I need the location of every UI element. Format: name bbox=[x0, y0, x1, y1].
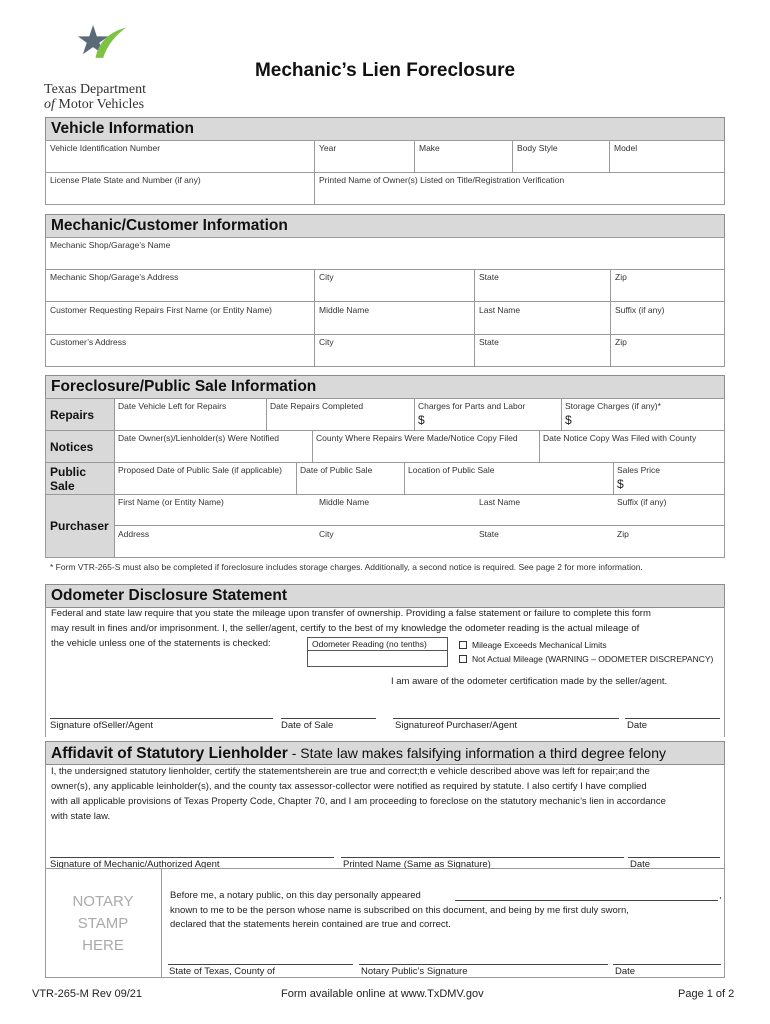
seller-signature-label: Signature ofSeller/Agent bbox=[50, 720, 153, 731]
customer-suffix-field[interactable]: Suffix (if any) bbox=[615, 305, 665, 315]
owner-names-field[interactable]: Printed Name of Owner(s) Listed on Title/Registration Verification bbox=[319, 175, 565, 185]
proposed-sale-date-field[interactable]: Proposed Date of Public Sale (if applicable) bbox=[118, 465, 282, 475]
notary-divider bbox=[162, 868, 725, 869]
customer-first-name-field[interactable]: Customer Requesting Repairs First Name (or Entity Name) bbox=[50, 305, 273, 315]
odometer-line1: Federal and state law require that you state the mileage upon transfer of ownership. Providing a false statement or failure to complete this form bbox=[51, 608, 651, 619]
purchaser-signature-line[interactable] bbox=[393, 718, 619, 719]
affidavit-date-line[interactable] bbox=[628, 857, 720, 858]
notary-stamp-line1: NOTARY bbox=[72, 892, 134, 910]
notary-known-text: known to me to be the person whose name is subscribed on this document, and being by me first duly sworn, bbox=[170, 905, 629, 916]
notary-date-line[interactable] bbox=[613, 964, 721, 965]
date-notice-filed-field[interactable]: Date Notice Copy Was Filed with County bbox=[543, 433, 697, 443]
agency-of: of bbox=[44, 97, 55, 112]
purchaser-date-label: Date bbox=[627, 720, 648, 731]
purchaser-first-name-field[interactable]: First Name (or Entity Name) bbox=[118, 497, 224, 507]
sale-location-field[interactable]: Location of Public Sale bbox=[408, 465, 495, 475]
odometer-line2: may result in fines and/or imprisonment. I, the seller/agent, certify to the best of my knowledge the odometer reading is the actual mileage of bbox=[51, 623, 640, 634]
make-field[interactable]: Make bbox=[419, 143, 440, 153]
date-completed-field[interactable]: Date Repairs Completed bbox=[270, 401, 364, 411]
storage-dollar: $ bbox=[565, 413, 572, 427]
notary-appeared-text: Before me, a notary public, on this day personally appeared bbox=[170, 890, 421, 901]
affidavit-title-bold: Affidavit of Statutory Lienholder bbox=[51, 745, 288, 762]
agency-line2: Motor Vehicles bbox=[58, 97, 145, 112]
plate-field[interactable]: License Plate State and Number (if any) bbox=[50, 175, 201, 185]
form-id: VTR-265-M Rev 09/21 bbox=[32, 988, 143, 1000]
body-style-field[interactable]: Body Style bbox=[517, 143, 558, 153]
shop-zip-field[interactable]: Zip bbox=[615, 272, 627, 282]
checkbox-icon[interactable] bbox=[459, 641, 467, 649]
appeared-name-line[interactable] bbox=[455, 900, 718, 901]
printed-name-line[interactable] bbox=[341, 857, 624, 858]
vehicle-grid bbox=[45, 140, 725, 205]
mileage-exceeds-checkbox[interactable] bbox=[459, 640, 607, 650]
notary-comma: , bbox=[719, 890, 722, 901]
page-number: Page 1 of 2 bbox=[678, 988, 735, 1000]
state-county-label: State of Texas, County of bbox=[169, 966, 275, 977]
agency-name bbox=[44, 82, 146, 112]
printed-name-label: Printed Name (Same as Signature) bbox=[343, 859, 491, 870]
purchaser-signature-label: Signatureof Purchaser/Agent bbox=[395, 720, 517, 731]
date-of-sale-line[interactable] bbox=[281, 718, 376, 719]
purchaser-last-name-field[interactable]: Last Name bbox=[479, 497, 521, 507]
notary-signature-label: Notary Public’s Signature bbox=[361, 966, 468, 977]
public-sale-row-head: Public Sale bbox=[46, 462, 114, 494]
date-left-field[interactable]: Date Vehicle Left for Repairs bbox=[118, 401, 227, 411]
shop-state-field[interactable]: State bbox=[479, 272, 499, 282]
odometer-line3: the vehicle unless one of the statements is checked: bbox=[51, 638, 271, 649]
affidavit-section-title bbox=[45, 741, 725, 765]
affidavit-text bbox=[51, 764, 721, 824]
county-line[interactable] bbox=[168, 964, 353, 965]
storage-charges-field[interactable]: Storage Charges (if any)* bbox=[565, 401, 661, 411]
online-availability: Form available online at www.TxDMV.gov bbox=[281, 988, 484, 1000]
date-notified-field[interactable]: Date Owner(s)/Lienholder(s) Were Notified bbox=[118, 433, 279, 443]
sales-price-dollar: $ bbox=[617, 477, 624, 491]
county-repairs-field[interactable]: County Where Repairs Were Made/Notice Copy Filed bbox=[316, 433, 518, 443]
mechanic-section-title: Mechanic/Customer Information bbox=[45, 214, 725, 238]
notary-signature-line[interactable] bbox=[359, 964, 608, 965]
sales-price-field[interactable]: Sales Price bbox=[617, 465, 660, 475]
customer-address-field[interactable]: Customer’s Address bbox=[50, 337, 127, 347]
purchaser-address-field[interactable]: Address bbox=[118, 529, 150, 539]
foreclosure-section-title: Foreclosure/Public Sale Information bbox=[45, 375, 725, 399]
affidavit-line4: with state law. bbox=[51, 811, 111, 822]
not-actual-mileage-checkbox[interactable] bbox=[459, 654, 713, 664]
purchaser-city-field[interactable]: City bbox=[319, 529, 334, 539]
vin-field[interactable]: Vehicle Identification Number bbox=[50, 143, 161, 153]
not-actual-mileage-label: Not Actual Mileage (WARNING – ODOMETER DISCREPANCY) bbox=[472, 654, 714, 664]
mileage-exceeds-label: Mileage Exceeds Mechanical Limits bbox=[472, 640, 607, 650]
affidavit-line2: owner(s), any applicable leinholder(s), and the county tax assessor-collector were notified as required by statute. I also certify I have complied bbox=[51, 781, 647, 792]
storage-footnote: * Form VTR-265-S must also be completed if foreclosure includes storage charges. Additionally, a second notice is required. See page 2 for more information. bbox=[50, 562, 643, 572]
charges-parts-field[interactable]: Charges for Parts and Labor bbox=[418, 401, 526, 411]
notary-stamp-line2: STAMP bbox=[77, 914, 129, 932]
affidavit-line1: I, the undersigned statutory lienholder, certify the statementsherein are true and correct;th e vehicle described above was left for repair;and the bbox=[51, 766, 650, 777]
agency-line1: Texas Department bbox=[44, 82, 147, 97]
shop-address-field[interactable]: Mechanic Shop/Garage’s Address bbox=[50, 272, 179, 282]
purchaser-row-head: Purchaser bbox=[46, 494, 114, 557]
purchaser-date-line[interactable] bbox=[625, 718, 720, 719]
mechanic-signature-line[interactable] bbox=[50, 857, 334, 858]
affidavit-title-rest: - State law makes falsifying information a third degree felony bbox=[287, 745, 666, 761]
foreclosure-grid bbox=[45, 398, 725, 558]
purchaser-suffix-field[interactable]: Suffix (if any) bbox=[617, 497, 667, 507]
odometer-section-title: Odometer Disclosure Statement bbox=[45, 584, 725, 608]
logo-swoosh-icon bbox=[96, 28, 126, 58]
year-field[interactable]: Year bbox=[319, 143, 337, 153]
shop-city-field[interactable]: City bbox=[319, 272, 334, 282]
odometer-reading-input[interactable]: Odometer Reading (no tenths) bbox=[307, 637, 448, 651]
date-of-sale-label: Date of Sale bbox=[281, 720, 334, 731]
purchaser-zip-field[interactable]: Zip bbox=[617, 529, 629, 539]
notary-stamp-area bbox=[45, 868, 162, 978]
customer-middle-name-field[interactable]: Middle Name bbox=[319, 305, 370, 315]
odometer-aware-text: I am aware of the odometer certification made by the seller/agent. bbox=[391, 676, 668, 687]
odometer-reading-value[interactable] bbox=[307, 651, 448, 667]
customer-state-field[interactable]: State bbox=[479, 337, 499, 347]
affidavit-line3: with all applicable provisions of Texas Property Code, Chapter 70, and I am proceeding to foreclose on the statutory mechanic’s lien in accordance bbox=[51, 796, 666, 807]
vehicle-section-title: Vehicle Information bbox=[45, 117, 725, 141]
repairs-row-head: Repairs bbox=[46, 399, 114, 430]
notary-stamp-line3: HERE bbox=[82, 936, 124, 954]
notices-row-head: Notices bbox=[46, 430, 114, 462]
mechanic-grid bbox=[45, 237, 725, 367]
notary-declared-text: declared that the statements herein contained are true and correct. bbox=[170, 919, 451, 930]
affidavit-date-label: Date bbox=[630, 859, 651, 870]
purchaser-state-field[interactable]: State bbox=[479, 529, 499, 539]
mechanic-signature-label: Signature of Mechanic/Authorized Agent bbox=[50, 859, 220, 870]
notary-date-label: Date bbox=[615, 966, 636, 977]
customer-last-name-field[interactable]: Last Name bbox=[479, 305, 521, 315]
shop-name-field[interactable]: Mechanic Shop/Garage’s Name bbox=[50, 240, 171, 250]
charges-dollar: $ bbox=[418, 413, 425, 427]
seller-signature-line[interactable] bbox=[50, 718, 273, 719]
form-title: Mechanic’s Lien Foreclosure bbox=[254, 60, 516, 81]
checkbox-icon[interactable] bbox=[459, 655, 467, 663]
model-field[interactable]: Model bbox=[614, 143, 638, 153]
customer-zip-field[interactable]: Zip bbox=[615, 337, 627, 347]
purchaser-middle-name-field[interactable]: Middle Name bbox=[319, 497, 370, 507]
customer-city-field[interactable]: City bbox=[319, 337, 334, 347]
sale-date-field[interactable]: Date of Public Sale bbox=[300, 465, 373, 475]
